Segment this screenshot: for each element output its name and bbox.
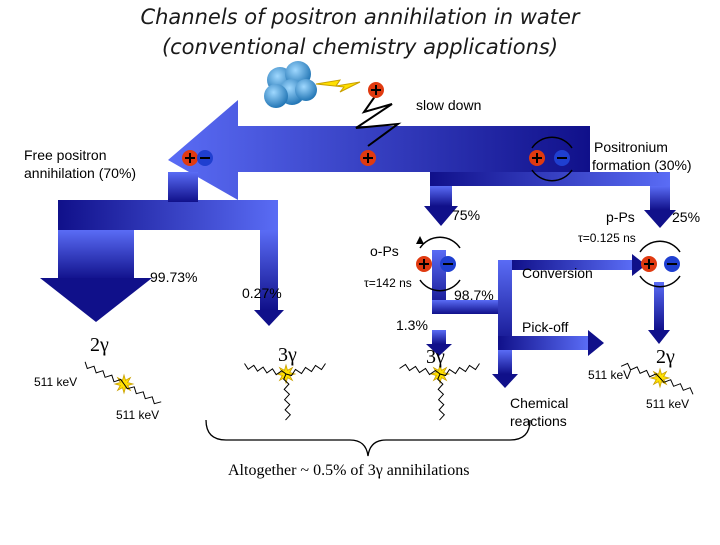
wavy-photon-icon xyxy=(124,384,161,404)
pct-98-7-label: 98.7% xyxy=(454,287,494,303)
three-gamma-right-label: 3γ xyxy=(426,346,445,368)
chemical-reactions-label-2: reactions xyxy=(510,413,567,429)
conversion-label: Conversion xyxy=(522,265,593,281)
o-ps-lifetime-label: τ=142 ns xyxy=(364,276,412,290)
pct-25-label: 25% xyxy=(672,209,701,225)
pct-0-27-label: 0.27% xyxy=(242,285,282,301)
free-annihilation-fork xyxy=(40,172,284,326)
kev-label-4: 511 keV xyxy=(646,397,690,411)
p-ps-lifetime-label: τ=0.125 ns xyxy=(578,231,636,245)
title-line-2: (conventional chemistry applications) xyxy=(161,35,559,59)
positron-icon xyxy=(529,150,545,166)
pct-99-73-label: 99.73% xyxy=(150,269,198,285)
chemical-reactions-label-1: Chemical xyxy=(510,395,569,411)
free-annihilation-label-2: annihilation (70%) xyxy=(24,165,137,181)
positron-icon xyxy=(416,256,432,272)
wavy-photon-icon xyxy=(660,378,693,394)
p-ps-label: p-Ps xyxy=(606,209,635,225)
molecule-icon xyxy=(264,61,317,108)
ps-formation-label-2: formation (30%) xyxy=(592,157,692,173)
pct-1-3-label: 1.3% xyxy=(396,317,428,333)
two-gamma-left-label: 2γ xyxy=(90,334,109,356)
lightning-icon xyxy=(316,80,360,92)
positron-icon xyxy=(360,150,376,166)
electron-icon xyxy=(197,150,213,166)
electron-icon xyxy=(554,150,570,166)
three-gamma-mid-label: 3γ xyxy=(278,344,297,366)
electron-icon xyxy=(664,256,680,272)
slow-down-label: slow down xyxy=(416,97,482,113)
wavy-photon-icon xyxy=(85,362,124,384)
o-ps-label: o-Ps xyxy=(370,243,399,259)
positron-icon xyxy=(182,150,198,166)
electron-icon xyxy=(440,256,456,272)
positron-icon xyxy=(368,82,384,98)
kev-label-2: 511 keV xyxy=(116,408,160,422)
positron-icon xyxy=(641,256,657,272)
brace-icon xyxy=(206,420,530,456)
two-gamma-right-label: 2γ xyxy=(656,346,675,368)
free-annihilation-label-1: Free positron xyxy=(24,147,107,163)
pct-75-label: 75% xyxy=(452,207,481,223)
ps-formation-label-1: Positronium xyxy=(594,139,668,155)
title-line-1: Channels of positron annihilation in water xyxy=(140,5,580,29)
pick-off-label: Pick-off xyxy=(522,319,569,335)
kev-label-3: 511 keV xyxy=(588,368,632,382)
summary-label: Altogether ~ 0.5% of 3γ annihilations xyxy=(228,462,470,479)
kev-label-1: 511 keV xyxy=(34,375,78,389)
